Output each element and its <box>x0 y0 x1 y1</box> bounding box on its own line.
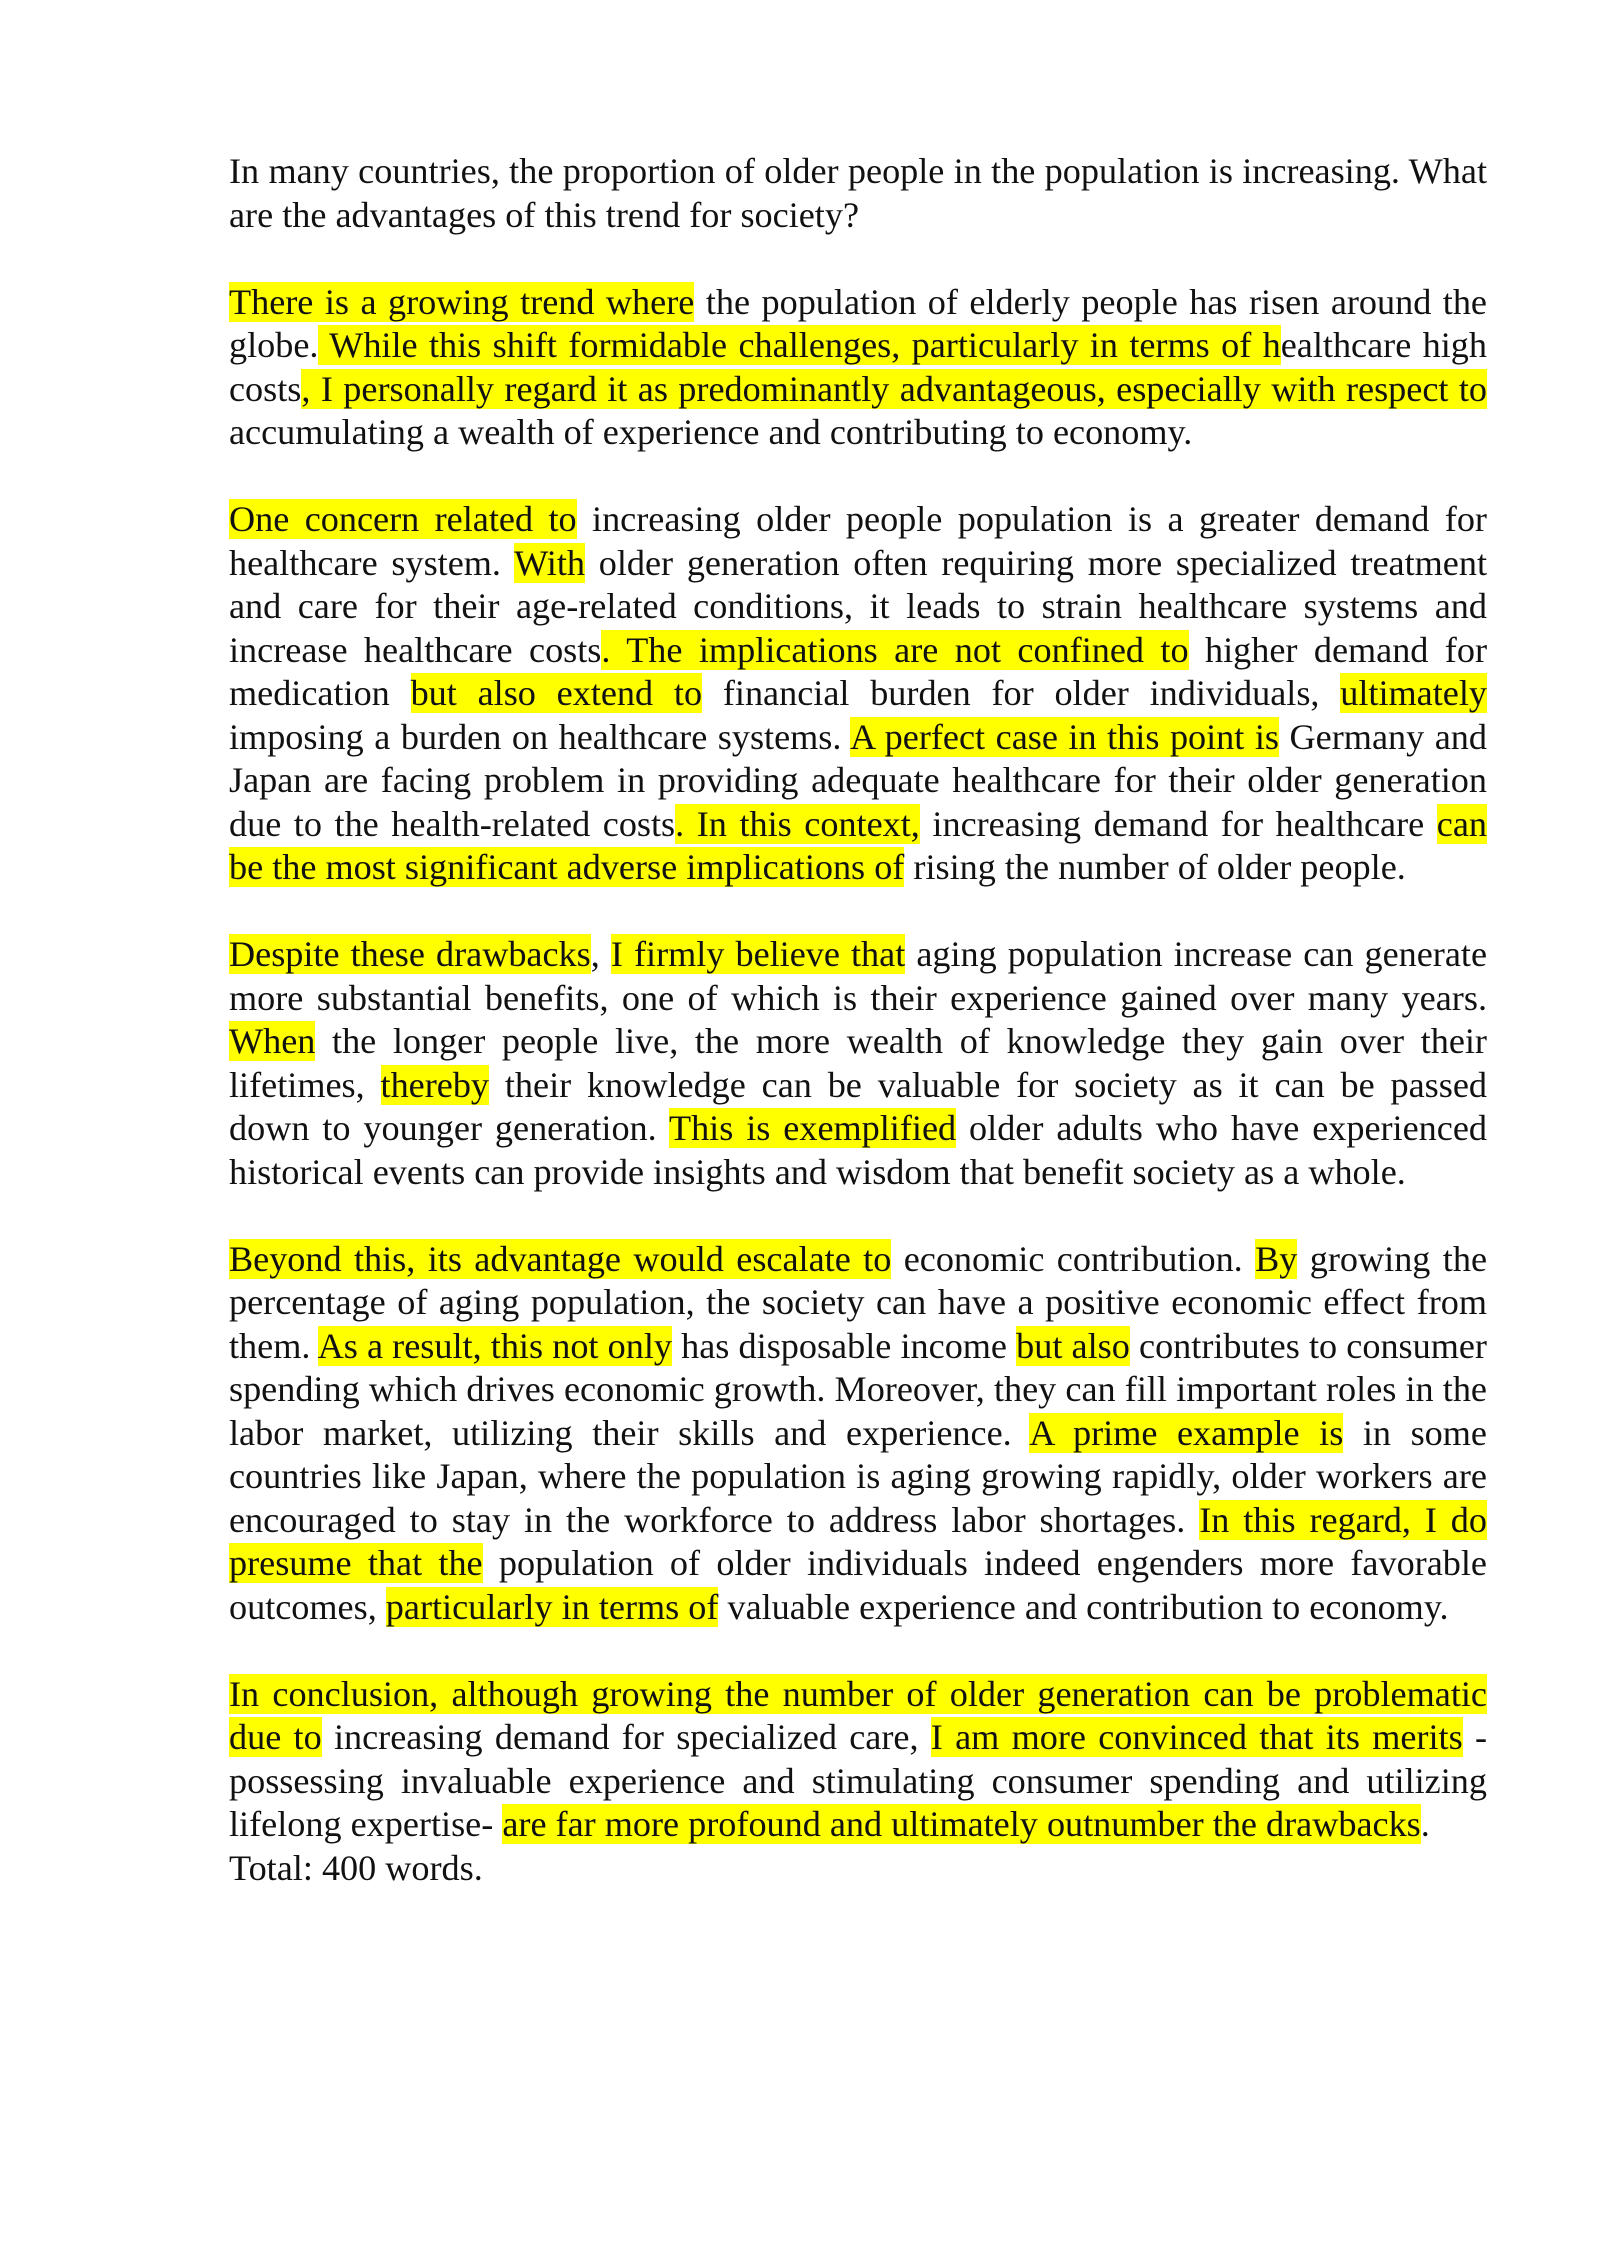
highlighted-text: A perfect case in this point is <box>849 716 1280 757</box>
text-segment: in some countries like Japan, where the population is aging growing rapidly, older workers are encouraged to stay in the workforce to address labor shortages. <box>229 1412 1487 1540</box>
highlighted-text: Beyond this, its advantage would escalate to <box>229 1238 892 1279</box>
text-segment: contributes to consumer spending which drives economic growth. Moreover, they can fill important roles in the labor market, utilizing their skills and experience. <box>229 1325 1487 1453</box>
highlighted-text: , I personally regard it as predominantly advantageous, especially with respect to <box>301 368 1487 409</box>
text-segment: accumulating a wealth of experience and contributing to economy. <box>229 412 1193 452</box>
highlighted-text: but also extend to <box>410 673 703 713</box>
introduction-paragraph <box>229 281 1487 455</box>
highlighted-text: In this regard, I do presume that the <box>229 1499 1487 1583</box>
document-body <box>229 150 1487 1890</box>
text-segment: increasing demand for healthcare <box>919 803 1437 844</box>
text-segment: population of older individuals indeed engenders more favorable outcomes, <box>229 1543 1487 1627</box>
highlighted-text: When <box>229 1021 316 1061</box>
body-paragraph-economy <box>229 1238 1487 1630</box>
text-segment: - possessing invaluable experience and stimulating consumer spending and utilizing lifelong expertise- <box>229 1717 1487 1844</box>
highlighted-text: One concern related to <box>229 499 577 539</box>
text-segment: . <box>1420 1804 1430 1844</box>
word-count: Total: 400 words. <box>229 1847 483 1888</box>
text-segment: the longer people live, the more wealth of knowledge they gain over their lifetimes, <box>229 1021 1487 1105</box>
text-segment: increasing older people population is a greater demand for healthcare system. <box>229 499 1487 583</box>
text-segment: older adults who have experienced historical events can provide insights and wisdom that benefit society as a whole. <box>229 1108 1487 1192</box>
text-segment: their knowledge can be valuable for society as it can be passed down to younger generation. <box>229 1064 1487 1148</box>
highlighted-text: This is exemplified <box>668 1108 957 1148</box>
highlighted-text: In conclusion, although growing the number of older generation can be problematic <box>229 1673 1487 1714</box>
highlighted-text: are far more profound and ultimately outnumber the drawbacks <box>502 1804 1421 1844</box>
text-segment: increasing demand for specialized care, <box>321 1717 931 1757</box>
highlighted-text: Despite these drawbacks <box>229 934 591 974</box>
highlighted-text: I firmly believe that <box>610 934 906 974</box>
text-segment: rising the number of older people. <box>904 847 1406 887</box>
body-paragraph-experience <box>229 933 1487 1194</box>
text-segment: older generation often requiring more specialized treatment and care for their age-related conditions, it leads to strain healthcare systems and increase healthcare costs <box>229 542 1487 670</box>
highlighted-text: By <box>1255 1238 1298 1279</box>
text-segment: valuable experience and contribution to economy. <box>718 1586 1449 1627</box>
text-segment: economic contribution. <box>891 1238 1256 1279</box>
text-segment: ealthcare high costs <box>229 325 1487 409</box>
highlighted-text: . In this context, <box>675 803 920 844</box>
highlighted-text: ultimately <box>1340 673 1488 713</box>
highlighted-text: A prime example is <box>1029 1412 1344 1453</box>
text-segment: has disposable income <box>671 1325 1017 1366</box>
text-segment: aging population increase can generate more substantial benefits, one of which is their experience gained over many years. <box>229 934 1488 1018</box>
highlighted-text: . The implications are not confined to <box>601 629 1189 670</box>
highlighted-text: thereby <box>380 1064 490 1105</box>
body-paragraph-healthcare <box>229 498 1487 890</box>
highlighted-text: can be the most significant adverse implications of <box>229 803 1487 887</box>
essay-question <box>229 150 1487 237</box>
text-segment: the population of elderly people has risen around the globe. <box>229 281 1487 365</box>
text-segment: Germany and Japan are facing problem in providing adequate healthcare for their older generation due to the health-related costs <box>229 716 1487 844</box>
text-segment: , <box>590 934 611 974</box>
text-segment: growing the percentage of aging population, the society can have a positive economic effect from them. <box>229 1238 1488 1366</box>
highlighted-text: As a result, this not only <box>317 1325 672 1366</box>
highlighted-text: With <box>514 542 585 583</box>
highlighted-text: While this shift formidable challenges, particularly in terms of h <box>318 325 1281 365</box>
highlighted-text: due to <box>229 1717 322 1757</box>
highlighted-text: There is a growing trend where <box>229 281 695 322</box>
text-segment: higher demand for medication <box>229 629 1488 713</box>
highlighted-text: particularly in terms of <box>385 1586 719 1627</box>
conclusion-paragraph <box>229 1673 1487 1847</box>
text-segment: financial burden for older individuals, <box>702 673 1341 713</box>
highlighted-text: but also <box>1016 1325 1130 1366</box>
highlighted-text: I am more convinced that its merits <box>930 1717 1463 1757</box>
text-segment: In many countries, the proportion of older people in the population is increasing. What are the advantages of this trend for society? <box>229 151 1487 235</box>
text-segment: imposing a burden on healthcare systems. <box>229 716 850 757</box>
